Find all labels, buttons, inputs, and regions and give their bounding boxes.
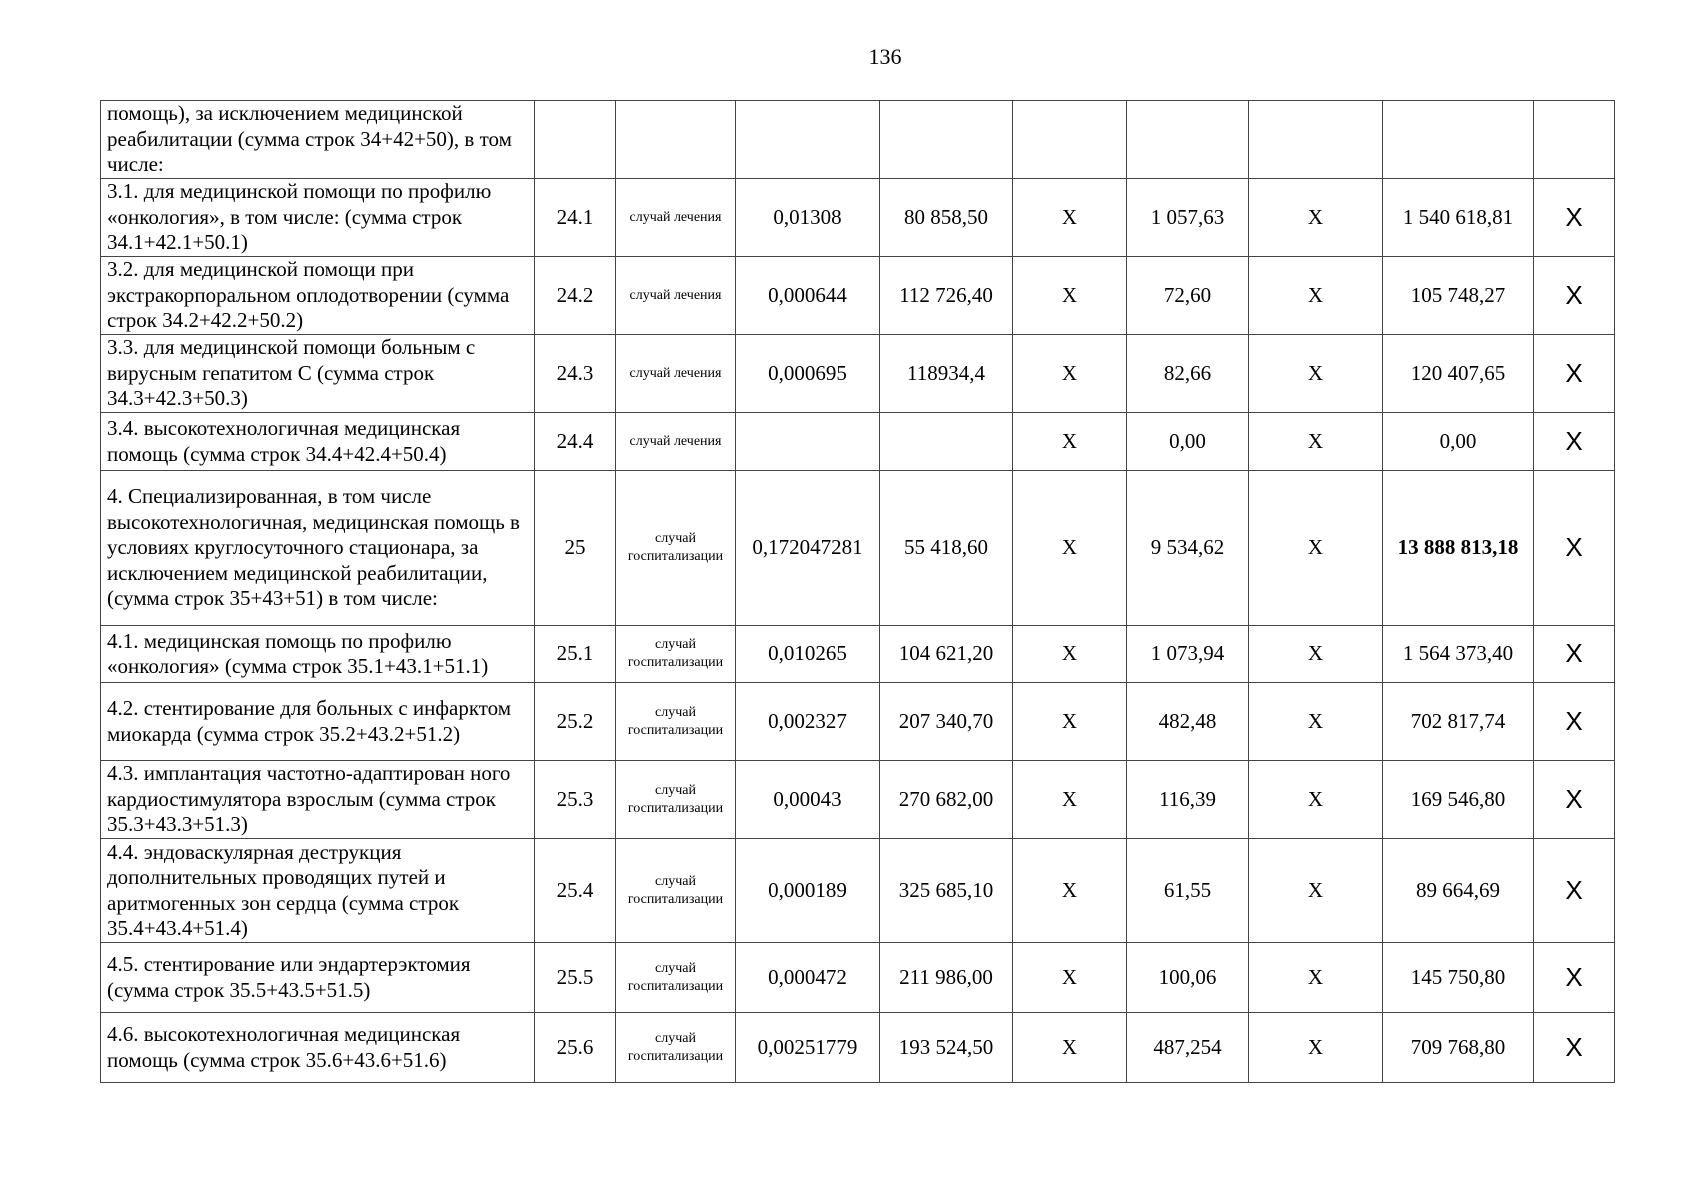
description-cell: 4.1. медицинская помощь по профилю «онкология» (сумма строк 35.1+43.1+51.1) [101, 626, 535, 683]
cost-cell: 325 685,10 [880, 839, 1013, 943]
code-cell: 25.1 [535, 626, 616, 683]
per-capita-cell: 0,00 [1127, 413, 1249, 471]
unit-cell: случай лечения [616, 179, 736, 257]
table-row [101, 257, 1615, 335]
table-row [101, 943, 1615, 1013]
code-cell: 25.6 [535, 1013, 616, 1083]
x-mark-cell: Х [1249, 179, 1383, 257]
total-cell: 1 540 618,81 [1383, 179, 1534, 257]
x-mark-cell [1013, 101, 1127, 179]
x-mark-cell: Х [1249, 943, 1383, 1013]
x-mark-cell: Х [1013, 471, 1127, 626]
x-mark-cell: Х [1249, 626, 1383, 683]
total-cell: 13 888 813,18 [1383, 471, 1534, 626]
mark-cell: Х [1534, 943, 1615, 1013]
description-cell: 3.4. высокотехнологичная медицинская помощь (сумма строк 34.4+42.4+50.4) [101, 413, 535, 471]
description-cell: 4.5. стентирование или эндартерэктомия (сумма строк 35.5+43.5+51.5) [101, 943, 535, 1013]
unit-cell: случай госпитализации [616, 839, 736, 943]
table-row [101, 683, 1615, 761]
normative-cell: 0,00251779 [736, 1013, 880, 1083]
code-cell: 25.4 [535, 839, 616, 943]
x-mark-cell: Х [1013, 761, 1127, 839]
mark-cell: Х [1534, 683, 1615, 761]
table-row [101, 626, 1615, 683]
cost-cell: 104 621,20 [880, 626, 1013, 683]
x-mark-cell: Х [1013, 1013, 1127, 1083]
per-capita-cell: 1 073,94 [1127, 626, 1249, 683]
total-cell: 105 748,27 [1383, 257, 1534, 335]
description-cell: помощь), за исключением медицинской реабилитации (сумма строк 34+42+50), в том числе: [101, 101, 535, 179]
table-row [101, 413, 1615, 471]
total-cell: 145 750,80 [1383, 943, 1534, 1013]
description-cell: 4.3. имплантация частотно-адаптирован ного кардиостимулятора взрослым (сумма строк 35.3+43.3+51.3) [101, 761, 535, 839]
x-mark-cell: Х [1249, 471, 1383, 626]
total-cell: 0,00 [1383, 413, 1534, 471]
cost-cell: 207 340,70 [880, 683, 1013, 761]
total-cell: 702 817,74 [1383, 683, 1534, 761]
cost-cell: 193 524,50 [880, 1013, 1013, 1083]
code-cell [535, 101, 616, 179]
normative-cell: 0,01308 [736, 179, 880, 257]
mark-cell: Х [1534, 471, 1615, 626]
per-capita-cell: 61,55 [1127, 839, 1249, 943]
financial-table [100, 100, 1615, 1083]
unit-cell: случай госпитализации [616, 471, 736, 626]
normative-cell [736, 101, 880, 179]
mark-cell: Х [1534, 257, 1615, 335]
normative-cell: 0,000695 [736, 335, 880, 413]
x-mark-cell: Х [1013, 179, 1127, 257]
description-cell: 3.2. для медицинской помощи при экстракорпоральном оплодотворении (сумма строк 34.2+42.2+50.2) [101, 257, 535, 335]
x-mark-cell: Х [1249, 839, 1383, 943]
table-row [101, 101, 1615, 179]
description-cell: 3.3. для медицинской помощи больным с вирусным гепатитом С (сумма строк 34.3+42.3+50.3) [101, 335, 535, 413]
total-cell: 709 768,80 [1383, 1013, 1534, 1083]
x-mark-cell: Х [1249, 761, 1383, 839]
mark-cell: Х [1534, 1013, 1615, 1083]
mark-cell: Х [1534, 179, 1615, 257]
mark-cell: Х [1534, 761, 1615, 839]
normative-cell: 0,002327 [736, 683, 880, 761]
cost-cell [880, 101, 1013, 179]
unit-cell: случай госпитализации [616, 626, 736, 683]
x-mark-cell: Х [1249, 335, 1383, 413]
per-capita-cell [1127, 101, 1249, 179]
unit-cell: случай лечения [616, 413, 736, 471]
normative-cell: 0,000472 [736, 943, 880, 1013]
cost-cell [880, 413, 1013, 471]
x-mark-cell: Х [1249, 683, 1383, 761]
cost-cell: 55 418,60 [880, 471, 1013, 626]
code-cell: 25.2 [535, 683, 616, 761]
per-capita-cell: 482,48 [1127, 683, 1249, 761]
x-mark-cell: Х [1013, 335, 1127, 413]
normative-cell [736, 413, 880, 471]
normative-cell: 0,000189 [736, 839, 880, 943]
cost-cell: 211 986,00 [880, 943, 1013, 1013]
table-row [101, 179, 1615, 257]
code-cell: 25.5 [535, 943, 616, 1013]
x-mark-cell: Х [1013, 683, 1127, 761]
description-cell: 3.1. для медицинской помощи по профилю «онкология», в том числе: (сумма строк 34.1+42.1+50.1) [101, 179, 535, 257]
table-row [101, 839, 1615, 943]
normative-cell: 0,010265 [736, 626, 880, 683]
unit-cell: случай лечения [616, 257, 736, 335]
normative-cell: 0,172047281 [736, 471, 880, 626]
unit-cell: случай госпитализации [616, 1013, 736, 1083]
mark-cell: Х [1534, 413, 1615, 471]
cost-cell: 270 682,00 [880, 761, 1013, 839]
mark-cell: Х [1534, 839, 1615, 943]
normative-cell: 0,00043 [736, 761, 880, 839]
code-cell: 25 [535, 471, 616, 626]
unit-cell: случай госпитализации [616, 943, 736, 1013]
unit-cell: случай госпитализации [616, 761, 736, 839]
total-cell: 89 664,69 [1383, 839, 1534, 943]
code-cell: 25.3 [535, 761, 616, 839]
x-mark-cell: Х [1249, 257, 1383, 335]
code-cell: 24.4 [535, 413, 616, 471]
x-mark-cell: Х [1013, 626, 1127, 683]
table-row [101, 471, 1615, 626]
x-mark-cell: Х [1013, 413, 1127, 471]
x-mark-cell: Х [1013, 943, 1127, 1013]
x-mark-cell [1249, 101, 1383, 179]
code-cell: 24.1 [535, 179, 616, 257]
total-cell: 1 564 373,40 [1383, 626, 1534, 683]
description-cell: 4.6. высокотехнологичная медицинская помощь (сумма строк 35.6+43.6+51.6) [101, 1013, 535, 1083]
total-cell: 169 546,80 [1383, 761, 1534, 839]
normative-cell: 0,000644 [736, 257, 880, 335]
table-row [101, 761, 1615, 839]
unit-cell [616, 101, 736, 179]
description-cell: 4. Специализированная, в том числе высокотехнологичная, медицинская помощь в условиях круглосуточного стационара, за исключением медицинской реабилитации, (сумма строк 35+43+51) в том числе: [101, 471, 535, 626]
page-number: 136 [868, 44, 902, 69]
x-mark-cell: Х [1249, 413, 1383, 471]
mark-cell [1534, 101, 1615, 179]
description-cell: 4.2. стентирование для больных с инфарктом миокарда (сумма строк 35.2+43.2+51.2) [101, 683, 535, 761]
cost-cell: 112 726,40 [880, 257, 1013, 335]
cost-cell: 118934,4 [880, 335, 1013, 413]
unit-cell: случай лечения [616, 335, 736, 413]
per-capita-cell: 100,06 [1127, 943, 1249, 1013]
code-cell: 24.3 [535, 335, 616, 413]
total-cell [1383, 101, 1534, 179]
per-capita-cell: 72,60 [1127, 257, 1249, 335]
per-capita-cell: 487,254 [1127, 1013, 1249, 1083]
cost-cell: 80 858,50 [880, 179, 1013, 257]
x-mark-cell: Х [1249, 1013, 1383, 1083]
description-cell: 4.4. эндоваскулярная деструкция дополнительных проводящих путей и аритмогенных зон сердца (сумма строк 35.4+43.4+51.4) [101, 839, 535, 943]
table-row [101, 1013, 1615, 1083]
per-capita-cell: 82,66 [1127, 335, 1249, 413]
total-cell: 120 407,65 [1383, 335, 1534, 413]
x-mark-cell: Х [1013, 257, 1127, 335]
table-row [101, 335, 1615, 413]
mark-cell: Х [1534, 626, 1615, 683]
unit-cell: случай госпитализации [616, 683, 736, 761]
per-capita-cell: 116,39 [1127, 761, 1249, 839]
mark-cell: Х [1534, 335, 1615, 413]
per-capita-cell: 9 534,62 [1127, 471, 1249, 626]
per-capita-cell: 1 057,63 [1127, 179, 1249, 257]
x-mark-cell: Х [1013, 839, 1127, 943]
code-cell: 24.2 [535, 257, 616, 335]
